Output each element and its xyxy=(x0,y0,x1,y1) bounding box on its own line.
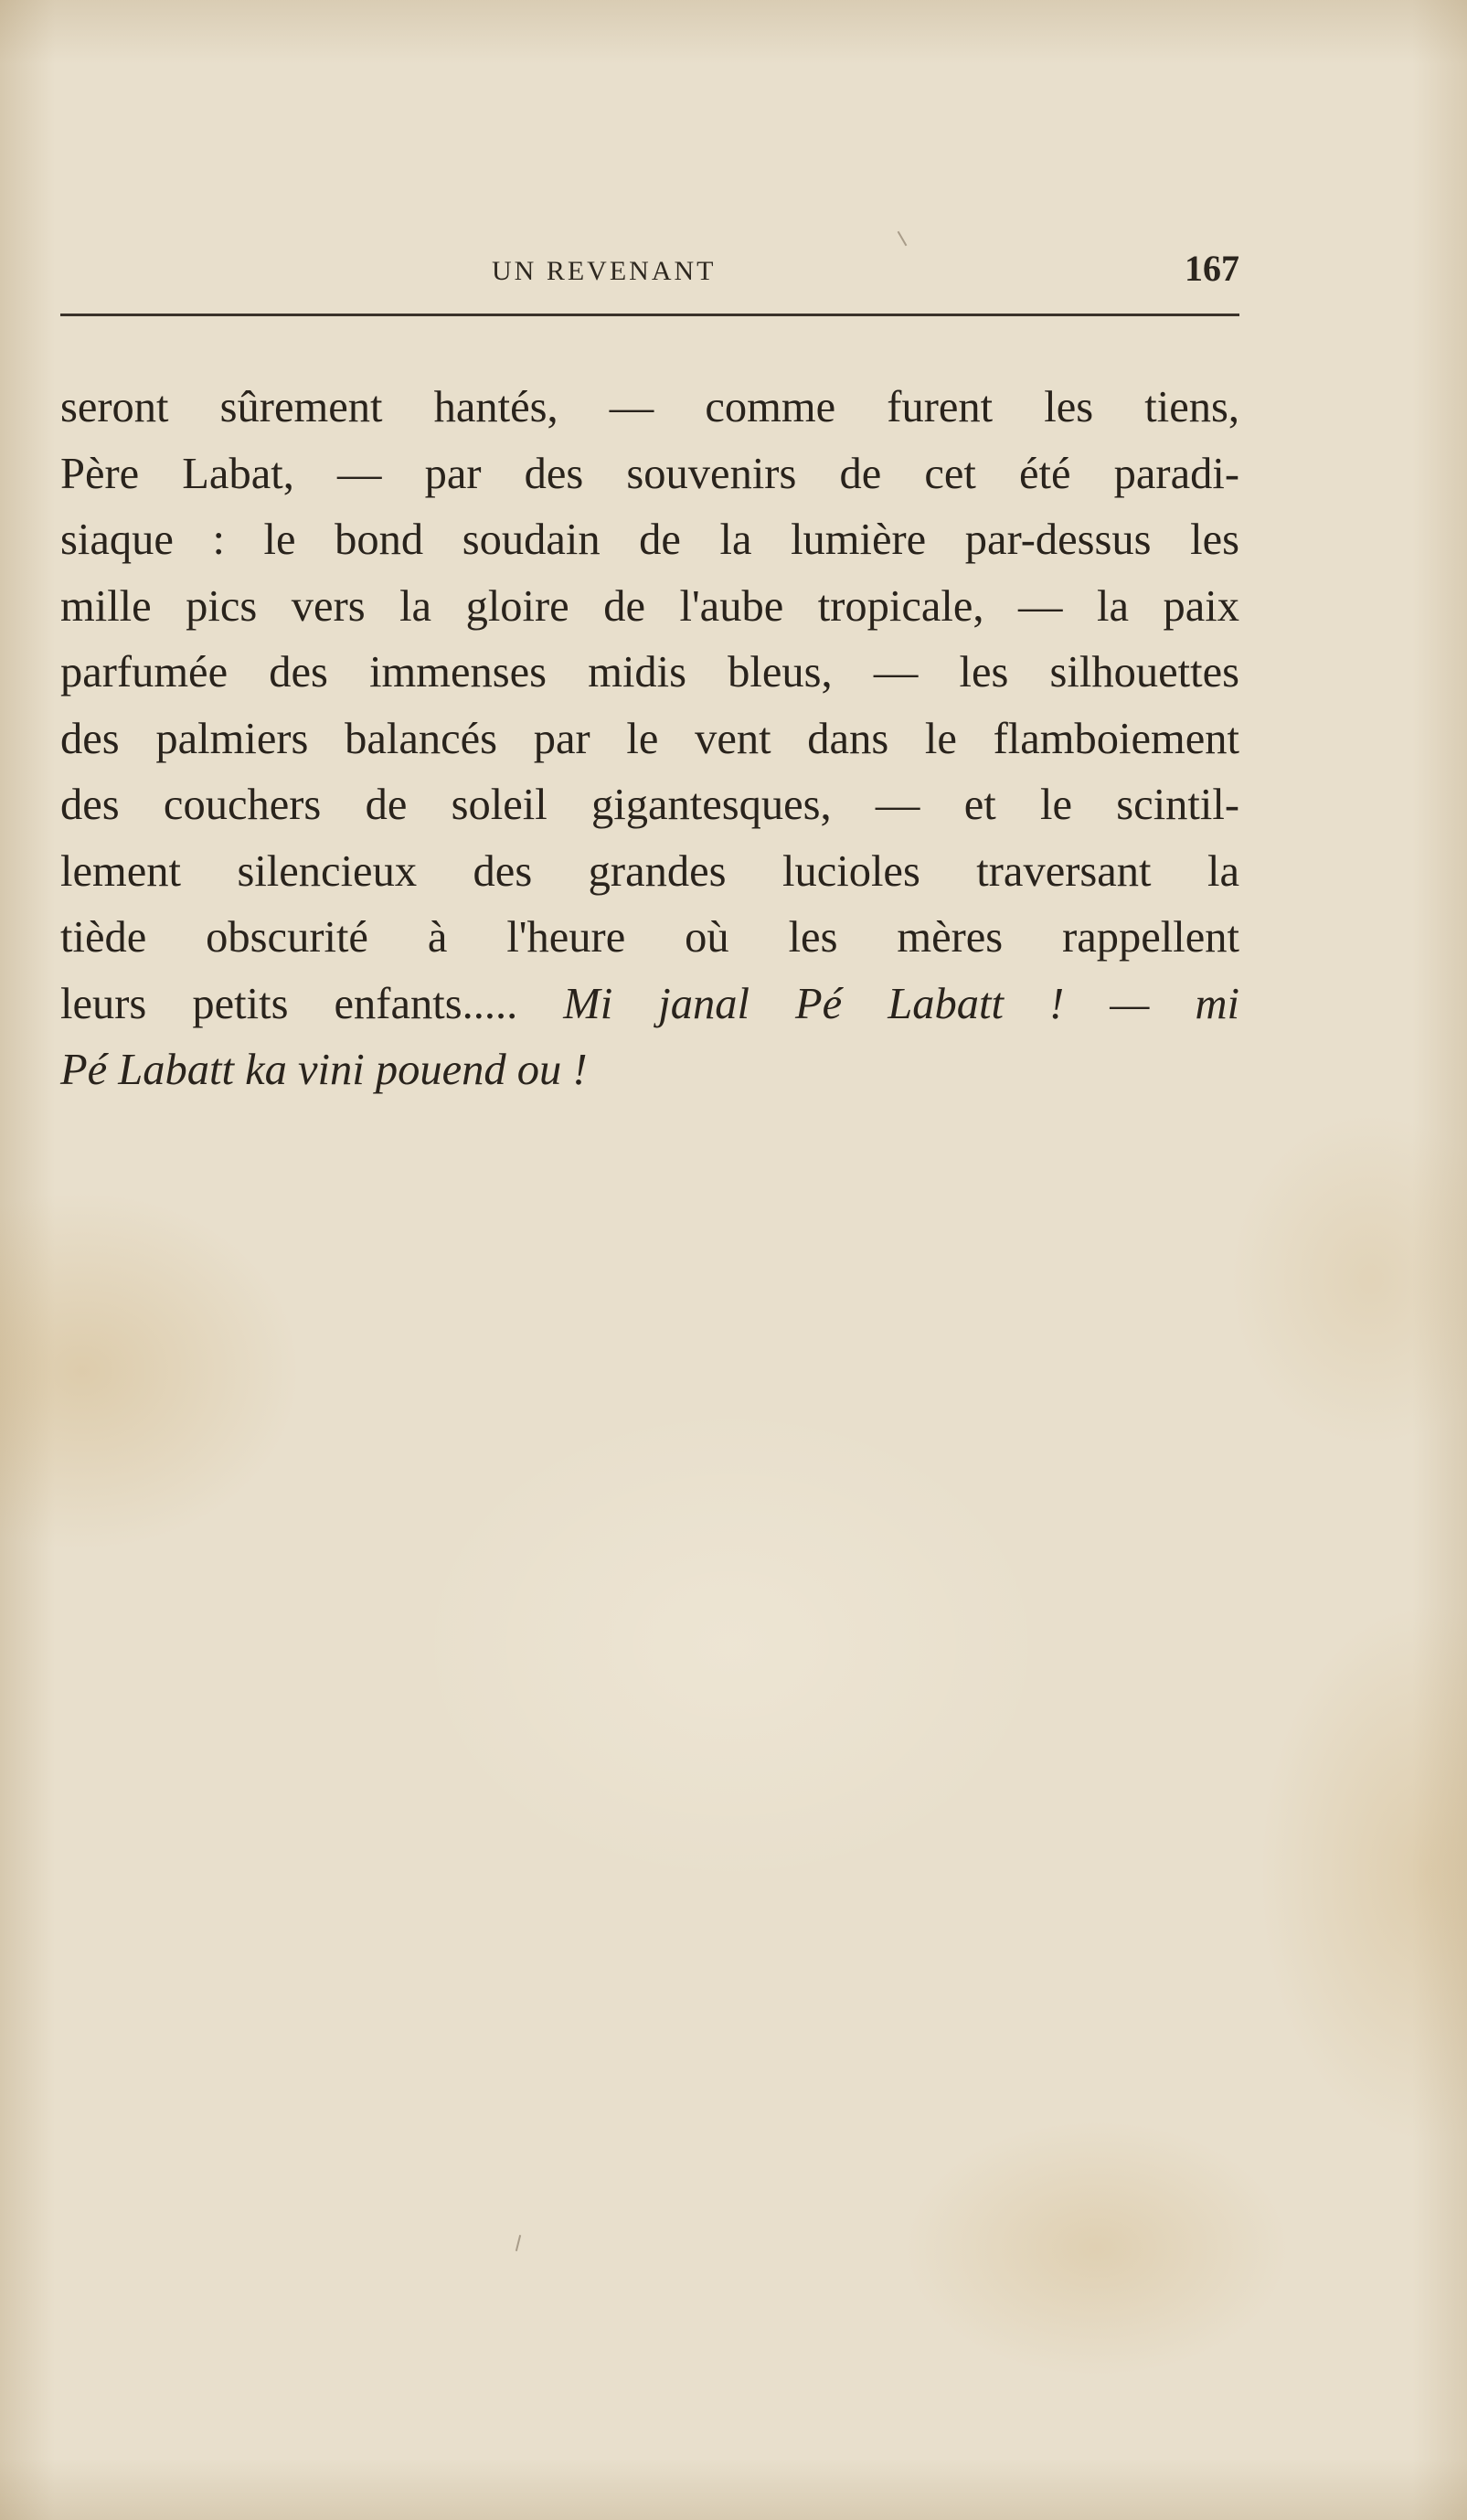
text-line-final: Pé Labatt ka vini pouend ou ! xyxy=(60,1046,588,1094)
header-rule xyxy=(60,314,1239,316)
page-number: 167 xyxy=(1185,248,1239,289)
creole-quote: Mi janal Pé Labatt ! — mi xyxy=(563,979,1239,1028)
text-line: Père Labat, — par des souvenirs de cet été paradi- xyxy=(60,449,1239,498)
text-line: mille pics vers la gloire de l'aube tropicale, — la paix xyxy=(60,581,1239,631)
text-line: seront sûrement hantés, — comme furent les tiens, xyxy=(60,383,1239,431)
text-line-mixed xyxy=(60,972,1239,1038)
text-line: siaque : le bond soudain de la lumière par-dessus les xyxy=(60,516,1239,564)
paper-speck xyxy=(516,2235,521,2251)
text-line: des palmiers balancés par le vent dans le flamboiement xyxy=(60,714,1239,763)
text-line: lement silencieux des grandes lucioles traversant la xyxy=(60,846,1239,896)
running-title: UN REVENANT xyxy=(492,256,717,286)
text-line: parfumée des immenses midis bleus, — les silhouettes xyxy=(60,648,1239,696)
running-head xyxy=(60,239,1239,294)
roman-run: leurs petits enfants..... xyxy=(60,979,564,1028)
body-paragraph xyxy=(60,375,1239,1104)
text-line: des couchers de soleil gigantesques, — et le scintil- xyxy=(60,781,1239,829)
text-line: tiède obscurité à l'heure où les mères rappellent xyxy=(60,913,1239,962)
